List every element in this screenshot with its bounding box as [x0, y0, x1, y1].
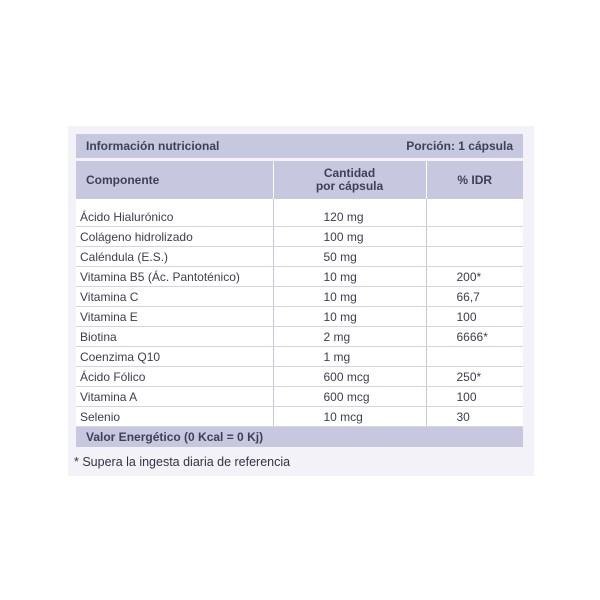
nutrition-table — [76, 161, 523, 427]
table-row — [76, 347, 523, 367]
cell-amount: 600 mcg — [273, 387, 426, 407]
energy-value-label: Valor Energético (0 Kcal = 0 Kj) — [86, 430, 264, 444]
cell-idr: 100 — [426, 387, 523, 407]
cell-idr: 200* — [426, 267, 523, 287]
column-header-amount-line2: por cápsula — [315, 179, 384, 193]
nutrition-title: Información nutricional — [86, 139, 220, 153]
table-row — [76, 327, 523, 347]
table-row — [76, 407, 523, 427]
table-row — [76, 387, 523, 407]
table-row — [76, 207, 523, 227]
cell-amount: 100 mg — [273, 227, 426, 247]
table-row — [76, 247, 523, 267]
column-header-amount — [273, 161, 426, 199]
cell-idr: 66,7 — [426, 287, 523, 307]
column-header-idr: % IDR — [426, 161, 523, 199]
table-row — [76, 307, 523, 327]
cell-idr — [426, 347, 523, 367]
cell-component: Caléndula (E.S.) — [76, 247, 273, 267]
cell-amount: 50 mg — [273, 247, 426, 267]
cell-component: Vitamina E — [76, 307, 273, 327]
cell-idr — [426, 247, 523, 267]
table-row — [76, 367, 523, 387]
cell-component: Vitamina B5 (Ác. Pantoténico) — [76, 267, 273, 287]
table-row — [76, 267, 523, 287]
cell-component: Vitamina C — [76, 287, 273, 307]
cell-amount: 120 mg — [273, 207, 426, 227]
cell-amount: 600 mcg — [273, 367, 426, 387]
column-header-row — [76, 161, 523, 199]
column-header-amount-line1: Cantidad — [323, 166, 376, 180]
cell-component: Colágeno hidrolizado — [76, 227, 273, 247]
cell-amount: 10 mcg — [273, 407, 426, 427]
cell-amount: 1 mg — [273, 347, 426, 367]
cell-amount: 10 mg — [273, 307, 426, 327]
table-spacer — [76, 199, 523, 207]
cell-idr: 6666* — [426, 327, 523, 347]
cell-idr: 100 — [426, 307, 523, 327]
cell-idr — [426, 207, 523, 227]
cell-idr: 250* — [426, 367, 523, 387]
portion-label: Porción: 1 cápsula — [406, 139, 513, 153]
cell-idr — [426, 227, 523, 247]
column-header-component: Componente — [76, 161, 273, 199]
energy-value-row — [76, 427, 523, 447]
cell-amount: 10 mg — [273, 287, 426, 307]
table-row — [76, 287, 523, 307]
cell-amount: 2 mg — [273, 327, 426, 347]
cell-component: Selenio — [76, 407, 273, 427]
cell-component: Biotina — [76, 327, 273, 347]
cell-component: Ácido Hialurónico — [76, 207, 273, 227]
table-row — [76, 227, 523, 247]
cell-idr: 30 — [426, 407, 523, 427]
cell-component: Vitamina A — [76, 387, 273, 407]
cell-component: Ácido Fólico — [76, 367, 273, 387]
nutrition-header — [76, 134, 523, 158]
cell-component: Coenzima Q10 — [76, 347, 273, 367]
cell-amount: 10 mg — [273, 267, 426, 287]
footnote: * Supera la ingesta diaria de referencia — [74, 455, 291, 469]
